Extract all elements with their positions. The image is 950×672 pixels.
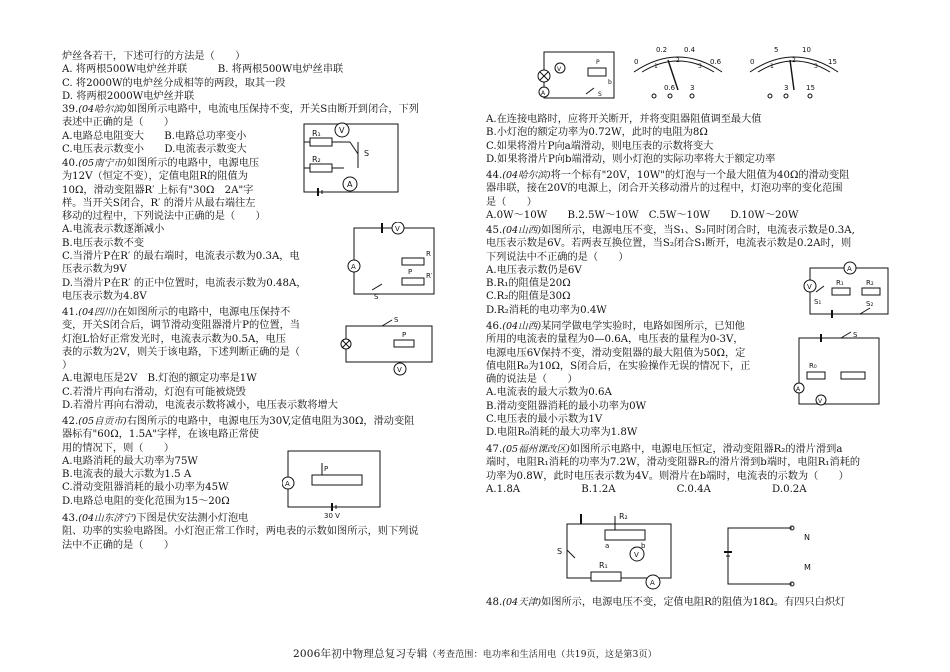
page-footer bbox=[0, 648, 950, 662]
text-line: 值电阻R₀为10Ω，S闭合后，在实验操作无误的情况下，正 bbox=[486, 360, 751, 372]
rheostat-symbol bbox=[841, 372, 865, 379]
text-line: B.小灯泡的额定功率为0.72W，此时的电阻为8Ω bbox=[486, 127, 708, 139]
fig-label-r0: R₀ bbox=[809, 362, 817, 370]
fig-label-b: b bbox=[608, 79, 612, 86]
fig-label-m: M bbox=[804, 563, 811, 572]
fig-label-p: P bbox=[402, 331, 407, 339]
text-line: 如图所示的电路中，电源电压 bbox=[126, 158, 260, 169]
question-source: (05南宁市) bbox=[78, 158, 127, 169]
fig-label-v: V bbox=[807, 283, 812, 291]
dial-tick: 0.4 bbox=[684, 46, 696, 54]
resistor-r-symbol bbox=[402, 258, 424, 265]
q43-voltmeter-dial bbox=[744, 34, 844, 104]
fig-label-a: A bbox=[351, 263, 356, 271]
question-number: 48. bbox=[486, 597, 503, 608]
resistor-r1-symbol bbox=[832, 288, 850, 295]
dial-tick: 0 bbox=[634, 58, 639, 66]
text-line: C.R₂的阻值是30Ω bbox=[486, 291, 571, 303]
terminal-label: 3 bbox=[690, 84, 695, 92]
terminal-label: 15 bbox=[806, 84, 815, 92]
switch-s-symbol bbox=[382, 320, 392, 326]
question-47 bbox=[486, 443, 860, 496]
text-line: A.电路消耗的最大功率为75W bbox=[62, 455, 198, 467]
switch-s-symbol bbox=[372, 284, 382, 290]
question-number: 46. bbox=[486, 321, 503, 332]
q48-circuit-diagram bbox=[722, 522, 818, 594]
resistor-r0-symbol bbox=[807, 372, 825, 379]
dial-tick: 15 bbox=[828, 58, 837, 66]
text-line: A.1.8A B.1.2A C.0.4A D.0.2A bbox=[486, 483, 807, 495]
fig-label-p: P bbox=[408, 268, 413, 276]
text-line: 阻、功率的实验电路图。小灯泡正常工作时，两电表的示数如图所示，则下列说 bbox=[62, 526, 419, 538]
question-41 bbox=[62, 306, 338, 412]
fig-label-v: V bbox=[557, 66, 562, 73]
fig-label-a: A bbox=[347, 180, 353, 189]
dial-subtick: 3 bbox=[814, 63, 818, 70]
dial-needle bbox=[790, 60, 794, 90]
text-line: 是（ ） bbox=[486, 196, 537, 208]
text-line: C.若滑片再向右滑动，灯泡有可能被烧毁 bbox=[62, 386, 246, 398]
fig-label-s: S bbox=[853, 331, 858, 339]
fig-label-v: V bbox=[339, 126, 345, 135]
question-44 bbox=[486, 169, 849, 222]
question-46 bbox=[486, 320, 750, 440]
question-number: 47. bbox=[486, 444, 503, 455]
dial-tick: 0.6 bbox=[710, 58, 722, 66]
switch-s2-symbol bbox=[860, 308, 870, 314]
question-number: 42. bbox=[62, 416, 79, 427]
switch-s1-symbol bbox=[816, 286, 824, 292]
fig-label-a: A bbox=[847, 265, 852, 273]
q45-circuit-diagram bbox=[792, 258, 896, 330]
fig-label-r2: R₂ bbox=[312, 155, 321, 164]
text-line: 下图是伏安法测小灯泡电 bbox=[136, 513, 249, 524]
text-line: C.电压表示数变小 D.电流表示数变大 bbox=[62, 143, 247, 155]
dial-subtick: 2 bbox=[676, 57, 680, 64]
q43-ammeter-dial bbox=[628, 34, 728, 104]
footer-scope: （考查范围：电功率和生活用电（共19页，这是第3页） bbox=[427, 650, 657, 660]
fig-label-n: N bbox=[804, 533, 810, 542]
text-line: 炉丝各若干，下述可行的方法是（ ） bbox=[62, 51, 246, 62]
question-source: (04四川) bbox=[78, 307, 118, 318]
fig-label-v: V bbox=[818, 398, 823, 405]
text-line: D. 将两根2000W电炉丝并联 bbox=[62, 90, 195, 102]
fig-label-s: S bbox=[557, 547, 563, 556]
text-line: 法中不正确的是（ ） bbox=[62, 539, 175, 551]
text-line: 右图所示的电路中，电源电压为30V,定值电阻为30Ω，滑动变阻 bbox=[126, 416, 415, 427]
fig-label-a: A bbox=[541, 90, 546, 97]
q47-circuit-diagram bbox=[555, 510, 695, 594]
text-line: A.电流表示数逐渐减小 bbox=[62, 224, 165, 236]
text-line: A.电源电压是2V B.灯泡的额定功率是1W bbox=[62, 373, 257, 385]
rheostat-r2-symbol bbox=[605, 530, 645, 540]
fig-label-rp: R′ bbox=[426, 272, 433, 280]
fig-label-r: R bbox=[426, 250, 431, 258]
q40-circuit-diagram bbox=[342, 222, 440, 300]
question-43-options bbox=[486, 113, 775, 166]
resistor-r1-symbol bbox=[591, 572, 621, 581]
text-line: 器串联，接在20V的电源上，闭合开关移动滑片的过程中，灯泡功率的变化范围 bbox=[486, 183, 843, 195]
text-line: C.当滑片P在R′ 的最右端时，电流表示数为0.3A，电 bbox=[62, 251, 300, 263]
rheostat-symbol bbox=[394, 340, 414, 347]
text-line: 如图所示，电源电压不变，当S₁、S₂同时闭合时，电流表示数是0.3A, bbox=[541, 225, 855, 236]
fig-label-r2: R₂ bbox=[619, 512, 628, 521]
question-source: (05福州课改区) bbox=[502, 444, 570, 455]
question-number: 41. bbox=[62, 307, 79, 318]
text-line: A.电路总电阻变大 B.电路总功率变小 bbox=[62, 130, 247, 142]
fig-label-r1: R₁ bbox=[312, 129, 321, 138]
text-line: D.电路总电阻的变化范围为15～20Ω bbox=[62, 495, 230, 507]
text-line: C.电压表的最小示数为1V bbox=[486, 414, 603, 426]
terminal-label: 3 bbox=[784, 84, 789, 92]
fig-label-supply: 30 V bbox=[324, 512, 340, 519]
fig-label-v: V bbox=[395, 225, 400, 233]
text-line: D.电阻R₀消耗的最大功率为1.8W bbox=[486, 427, 638, 439]
text-line: A.电压表示数仍是6V bbox=[486, 264, 582, 276]
question-source: (04哈尔滨) bbox=[502, 170, 551, 181]
question-number: 39. bbox=[62, 104, 79, 115]
question-number: 43. bbox=[62, 513, 79, 524]
text-line: 器标有"60Ω，1.5A"字样，在该电路正常使 bbox=[62, 429, 259, 441]
q43-circuit-diagram bbox=[536, 44, 622, 106]
text-line: C.滑动变阻器消耗的最小功率为45W bbox=[62, 482, 229, 494]
switch-s-symbol bbox=[567, 550, 575, 558]
question-number: 44. bbox=[486, 170, 503, 181]
text-line: 电源电压6V保持不变，滑动变阻器的最大阻值为50Ω，定 bbox=[486, 347, 746, 359]
fig-label-v: V bbox=[634, 551, 639, 559]
question-source: (04山东济宁) bbox=[78, 513, 137, 524]
dial-subtick: 3 bbox=[698, 63, 702, 70]
dial-tick: 0 bbox=[750, 58, 755, 66]
text-line: 表的示数为2V，则关于该电路，下述判断正确的是（ bbox=[62, 346, 300, 358]
question-40 bbox=[62, 157, 307, 303]
text-line: D.如果将滑片P向b端滑动，则小灯泡的实际功率将大于额定功率 bbox=[486, 153, 776, 165]
fig-label-s1: S₁ bbox=[814, 298, 822, 306]
text-line: 样。当开关S闭合，R′ 的滑片从最右端往左 bbox=[62, 197, 256, 209]
switch-s-symbol bbox=[350, 142, 358, 154]
switch-s-symbol bbox=[841, 332, 851, 338]
fig-label-r1: R₁ bbox=[599, 561, 608, 570]
text-line: D.当滑片P在R′ 的正中位置时，电流表示数为0.48A， bbox=[62, 277, 307, 289]
q46-circuit-diagram bbox=[791, 328, 887, 412]
dial-subtick: 1 bbox=[770, 63, 774, 70]
fig-label-r1: R₁ bbox=[836, 279, 844, 287]
question-source: (04哈尔滨) bbox=[78, 104, 127, 115]
fig-label-r2: R₂ bbox=[866, 279, 874, 287]
text-line: 某同学做电学实验时，电路如图所示，已知他 bbox=[541, 321, 745, 332]
text-line: B.电流表的最大示数为1.5 A bbox=[62, 469, 192, 481]
text-line: 灯泡L恰好正常发光时，电流表示数为0.5A，电压 bbox=[62, 333, 286, 345]
text-line: 表述中正确的是（ ） bbox=[62, 117, 175, 129]
fig-label-p: P bbox=[324, 465, 329, 473]
question-source: (04山西) bbox=[502, 321, 542, 332]
fig-label-s: S bbox=[598, 91, 602, 98]
text-line: B.电压表示数不变 bbox=[62, 237, 145, 249]
fig-label-a-end: a bbox=[605, 542, 610, 550]
text-line: 如图所示电路中，电流电压保持不变，开关S由断开到闭合，下列 bbox=[126, 104, 419, 115]
q39-circuit-diagram bbox=[298, 120, 402, 200]
question-source: (04天津) bbox=[502, 597, 542, 608]
resistor-r2-symbol bbox=[310, 164, 332, 172]
fig-label-a: A bbox=[285, 480, 290, 488]
fig-label-s: S bbox=[374, 293, 379, 300]
text-line: 功率为0.8W，此时电压表示数为4V。则滑片在b端时，电流表的示数为（ ） bbox=[486, 470, 849, 482]
text-line: A.0W～10W B.2.5W～10W C.5W～10W D.10W～20W bbox=[486, 209, 799, 221]
text-line: 用的情况下，则（ ） bbox=[62, 442, 175, 454]
fig-label-s: S bbox=[364, 149, 370, 158]
text-line: D.R₂消耗的电功率为0.4W bbox=[486, 304, 607, 316]
dial-subtick: 2 bbox=[792, 57, 796, 64]
dial-tick: 5 bbox=[774, 46, 779, 54]
text-line: A.电流表的最大示数为0.6A bbox=[486, 387, 612, 399]
text-line: A.在连接电路时，应将开关断开，并将变阻器阻值调至最大值 bbox=[486, 114, 762, 125]
text-line: D.若滑片再向右滑动，电流表示数将减小，电压表示数将增大 bbox=[62, 400, 338, 412]
rheostat-symbol bbox=[312, 475, 362, 485]
dial-tick: 0.2 bbox=[656, 46, 668, 54]
text-line: 端时，电阻R₁消耗的功率为7.2W，滑动变阻器R₂的滑片滑到b端时，电阻R₁消耗的 bbox=[486, 457, 861, 469]
terminal-label: 0.6 bbox=[664, 84, 676, 92]
text-line: 在如图所示的电路中，电源电压保持不 bbox=[117, 307, 291, 318]
fig-label-amm: A bbox=[650, 579, 655, 587]
text-line: B.滑动变阻器消耗的最小功率为0W bbox=[486, 400, 647, 412]
question-48 bbox=[486, 596, 845, 609]
question-source: (05自贡市) bbox=[78, 416, 127, 427]
question-number: 45. bbox=[486, 225, 503, 236]
footer-title: 2006年初中物理总复习专辑 bbox=[293, 648, 428, 660]
text-line: 将一个标有"20V，10W"的灯泡与一个最大阻值为40Ω的滑动变阻 bbox=[550, 170, 850, 181]
question-number: 40. bbox=[62, 158, 79, 169]
text-line: 所用的电流表的量程为0—0.6A，电压表的量程为0-3V， bbox=[486, 334, 744, 346]
text-line: 如图所示电路中，电源电压恒定，滑动变阻器R₂的滑片滑到a bbox=[569, 444, 843, 455]
q41-circuit-diagram bbox=[338, 312, 438, 378]
switch-s-symbol bbox=[586, 88, 594, 94]
text-line: 压表示数为9V bbox=[62, 264, 127, 276]
text-line: C. 将2000W的电炉丝分成相等的两段，取其一段 bbox=[62, 77, 286, 89]
dial-tick: 10 bbox=[802, 46, 811, 54]
dial-subtick: 1 bbox=[654, 63, 658, 70]
rheostat-symbol bbox=[588, 68, 606, 76]
fig-label-a: A bbox=[796, 386, 801, 393]
text-line: 变，开关S闭合后，调节滑动变阻器滑片P的位置，当 bbox=[62, 320, 300, 332]
rheostat-symbol bbox=[402, 278, 424, 285]
text-line: 为12V（恒定不变），定值电阻R的阻值为 bbox=[62, 171, 248, 183]
text-line: 如图所示，电源电压不变，定值电阻R的阻值为18Ω。有四只白炽灯 bbox=[541, 597, 846, 608]
fig-label-v: V bbox=[397, 366, 402, 374]
text-line: A. 将两根500W电炉丝并联 B. 将两根500W电炉丝串联 bbox=[62, 64, 344, 76]
text-line: 移动的过程中，下列说法中正确的是（ ） bbox=[62, 211, 266, 223]
q38-options bbox=[62, 50, 343, 103]
fig-label-b-end: b bbox=[641, 542, 646, 550]
q42-circuit-diagram bbox=[282, 443, 388, 519]
question-source: (04山西) bbox=[502, 225, 542, 236]
text-line: 10Ω，滑动变阻器R′ 上标有"30Ω 2A"字 bbox=[62, 184, 254, 196]
text-line: 确的说法是（ ） bbox=[486, 374, 578, 386]
text-line: B.R₁的阻值是20Ω bbox=[486, 278, 571, 290]
text-line: ） bbox=[62, 360, 73, 372]
text-line: 下列说法中不正确的是（ ） bbox=[486, 251, 629, 263]
text-line: 电压表示数是6V。若两表互换位置，当S₂闭合S₁断开，电流表示数是0.2A时，则 bbox=[486, 238, 852, 250]
resistor-r2-symbol bbox=[862, 288, 880, 295]
fig-label-p: P bbox=[596, 59, 600, 66]
text-line: C.如果将滑片P向a端滑动，则电压表的示数将变大 bbox=[486, 140, 714, 152]
text-line: 电压表示数为4.8V bbox=[62, 290, 147, 302]
fig-label-s2: S₂ bbox=[866, 300, 874, 308]
resistor-r1-symbol bbox=[310, 138, 332, 146]
fig-label-s: S bbox=[394, 316, 399, 324]
